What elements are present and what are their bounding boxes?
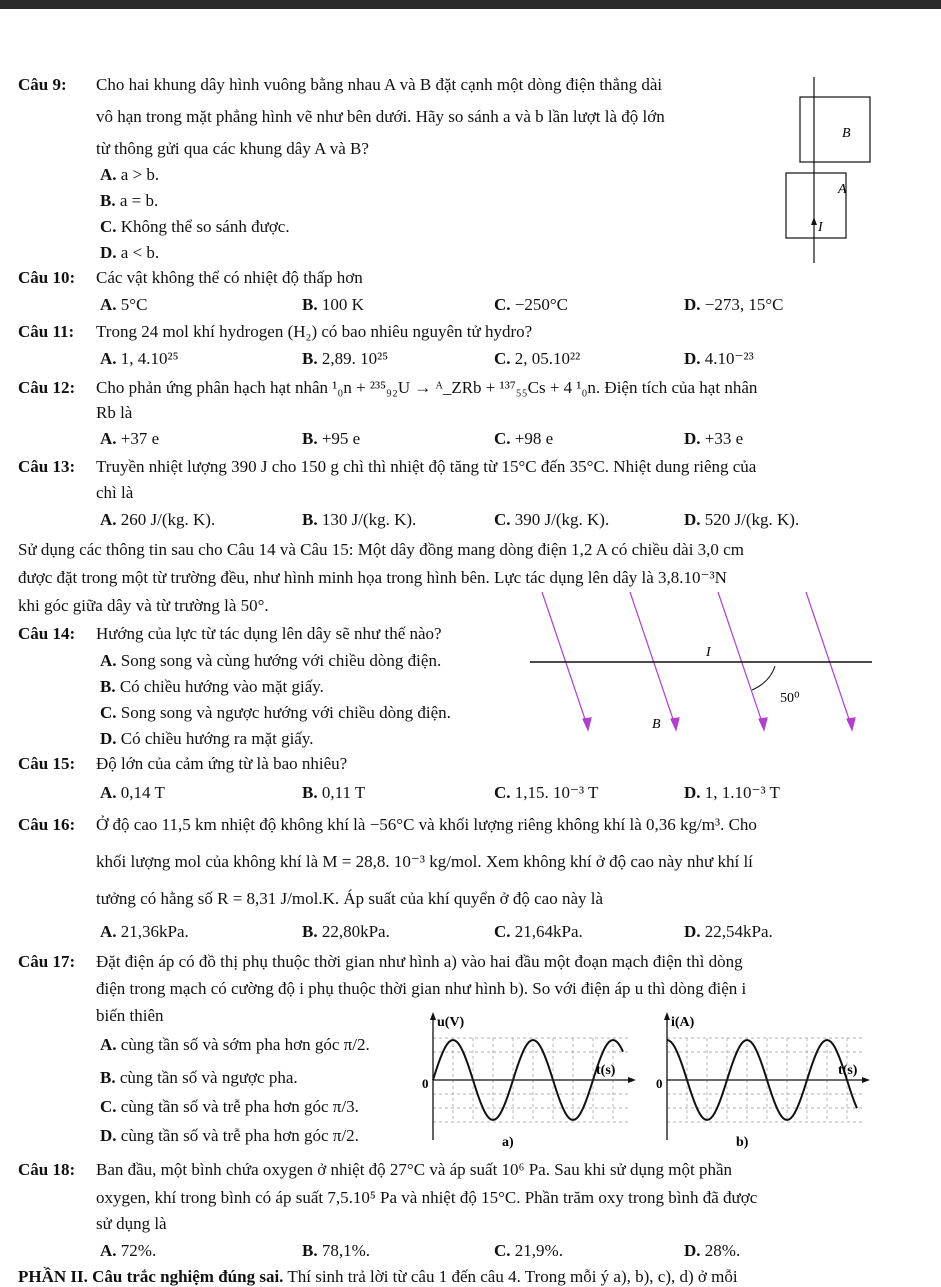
graph-b-caption: b) (736, 1135, 749, 1150)
q9-option-b[interactable]: B. a = b. (100, 191, 159, 210)
current-label: I (818, 220, 823, 235)
q15-text: Độ lớn của cảm ứng từ là bao nhiêu? (96, 754, 348, 773)
q12-option-b[interactable]: B. +95 e (302, 429, 361, 448)
field-line-2 (630, 592, 676, 728)
q15-option-d[interactable]: D. 1, 1.10⁻³ T (684, 783, 780, 802)
q14-option-d[interactable]: D. Có chiều hướng ra mặt giấy. (100, 729, 314, 748)
q16-text3: tưởng có hằng số R = 8,31 J/mol.K. Áp suất của khí quyển ở độ cao này là (96, 889, 604, 908)
graph-b-origin: 0 (656, 1076, 663, 1091)
q10-option-a[interactable]: A. 5°C (100, 295, 148, 314)
q18-line1 (18, 1160, 733, 1180)
field-line-1 (542, 592, 588, 728)
q10-option-b[interactable]: B. 100 K (302, 295, 364, 314)
q9-option-a[interactable]: A. a > b. (100, 165, 160, 184)
field-arrow-icon (583, 718, 591, 730)
shared-text3: khi góc giữa dây và từ trường là 50°. (18, 596, 269, 615)
q11-option-d[interactable]: D. 4.10⁻²³ (684, 349, 754, 368)
graph-a-origin: 0 (422, 1076, 429, 1091)
q14-option-a[interactable]: A. Song song và cùng hướng với chiều dòng điện. (100, 651, 442, 670)
y-axis-arrow-icon (430, 1012, 436, 1020)
q9-text3: từ thông gửi qua các khung dây A và B? (96, 139, 369, 158)
q18-option-c[interactable]: C. 21,9%. (494, 1241, 563, 1260)
field-label: B⃗ (652, 717, 672, 732)
q10-line (18, 268, 363, 288)
q9-label: Câu 9: (18, 75, 67, 94)
field-arrow-icon (759, 718, 767, 730)
x-axis-arrow-icon (862, 1077, 870, 1083)
q14-option-b[interactable]: B. Có chiều hướng vào mặt giấy. (100, 677, 324, 696)
graph-b-xlabel: t(s) (838, 1063, 858, 1078)
x-axis-arrow-icon (628, 1077, 636, 1083)
graph-b-ylabel: i(A) (671, 1015, 695, 1030)
q10-option-d[interactable]: D. −273, 15°C (684, 295, 784, 314)
q13-text2: chì là (96, 483, 134, 502)
q17-graph-b (652, 1010, 877, 1150)
q14-line (18, 624, 442, 644)
q16-option-c[interactable]: C. 21,64kPa. (494, 922, 583, 941)
q12-label: Câu 12: (18, 378, 76, 397)
q9-option-d[interactable]: D. a < b. (100, 243, 160, 262)
frame-b-label: B (842, 126, 851, 141)
q17-option-b[interactable]: B. cùng tần số và ngược pha. (100, 1068, 298, 1087)
field-arrow-icon (671, 718, 679, 730)
q14-text: Hướng của lực từ tác dụng lên dây sẽ như thế nào? (96, 624, 442, 643)
footer-text: Thí sinh trả lời từ câu 1 đến câu 4. Trong mỗi ý a), b), c), d) ở mỗi (283, 1267, 738, 1286)
field-line-4 (806, 592, 852, 728)
q11-option-c[interactable]: C. 2, 05.10²² (494, 349, 581, 368)
q12-line1 (18, 378, 758, 398)
q17-option-c[interactable]: C. cùng tần số và trễ pha hơn góc π/3. (100, 1097, 359, 1116)
q9-figure (780, 75, 880, 265)
q17-option-d[interactable]: D. cùng tần số và trễ pha hơn góc π/2. (100, 1126, 359, 1145)
q12-option-d[interactable]: D. +33 e (684, 429, 744, 448)
field-line-3 (718, 592, 764, 728)
q9-line1 (18, 75, 663, 95)
current-arrow-icon (811, 217, 817, 225)
wire-current-label: I (706, 645, 711, 660)
q17-label: Câu 17: (18, 952, 76, 971)
y-axis-arrow-icon (664, 1012, 670, 1020)
q9-text2: vô hạn trong mặt phẳng hình vẽ như bên dưới. Hãy so sánh a và b lần lượt là độ lớn (96, 107, 665, 126)
q13-text1: Truyền nhiệt lượng 390 J cho 150 g chì thì nhiệt độ tăng từ 15°C đến 35°C. Nhiệt dung riêng của (96, 457, 757, 476)
q12-text1: Cho phản ứng phân hạch hạt nhân ¹₀n + ²³⁵₉₂U → ᴬ_ZRb + ¹³⁷₅₅Cs + 4 ¹₀n. Điện tích của hạt nhân (96, 378, 758, 397)
q18-text2: oxygen, khí trong bình có áp suất 7,5.10⁵ Pa và nhiệt độ 15°C. Phần trăm oxy trong bình đã được (96, 1188, 758, 1207)
angle-label: 50⁰ (780, 691, 800, 706)
q16-option-a[interactable]: A. 21,36kPa. (100, 922, 189, 941)
q17-graph-a (418, 1010, 643, 1150)
angle-arc (752, 666, 775, 690)
shared-text1: Sử dụng các thông tin sau cho Câu 14 và Câu 15: Một dây đồng mang dòng điện 1,2 A có chiều dài 3,0 cm (18, 540, 744, 559)
frame-a (786, 173, 846, 238)
q16-text2: khối lượng mol của không khí là M = 28,8. 10⁻³ kg/mol. Xem không khí ở độ cao này như khí lí (96, 852, 753, 871)
graph-a-xlabel: t(s) (596, 1063, 616, 1078)
q16-option-d[interactable]: D. 22,54kPa. (684, 922, 773, 941)
field-arrow-icon (847, 718, 855, 730)
q18-option-b[interactable]: B. 78,1%. (302, 1241, 371, 1260)
q17-text1: Đặt điện áp có đồ thị phụ thuộc thời gian như hình a) vào hai đầu một đoạn mạch điện thì dòng (96, 952, 743, 971)
q15-line (18, 754, 348, 774)
frame-b (800, 97, 870, 162)
q18-option-a[interactable]: A. 72%. (100, 1241, 157, 1260)
q14-label: Câu 14: (18, 624, 76, 643)
q9-option-c[interactable]: C. Không thể so sánh được. (100, 217, 290, 236)
q12-option-c[interactable]: C. +98 e (494, 429, 554, 448)
q11-option-a[interactable]: A. 1, 4.10²⁵ (100, 349, 179, 368)
q16-line1 (18, 815, 757, 835)
q17-text2: điện trong mạch có cường độ i phụ thuộc thời gian như hình b). So với điện áp u thì dòng điện i (96, 979, 747, 998)
q12-text2: Rb là (96, 403, 133, 422)
q14-option-c[interactable]: C. Song song và ngược hướng với chiều dòng điện. (100, 703, 451, 722)
graph-a-ylabel: u(V) (437, 1015, 465, 1030)
q12-option-a[interactable]: A. +37 e (100, 429, 160, 448)
q10-text: Các vật không thể có nhiệt độ thấp hơn (96, 268, 363, 287)
q13-option-c[interactable]: C. 390 J/(kg. K). (494, 510, 610, 529)
q15-option-b[interactable]: B. 0,11 T (302, 783, 366, 802)
q13-option-a[interactable]: A. 260 J/(kg. K). (100, 510, 216, 529)
q18-option-d[interactable]: D. 28%. (684, 1241, 741, 1260)
q9-text1: Cho hai khung dây hình vuông bằng nhau A và B đặt cạnh một dòng điện thẳng dài (96, 75, 663, 94)
q17-line1 (18, 952, 743, 972)
q18-text1: Ban đầu, một bình chứa oxygen ở nhiệt độ 27°C và áp suất 10⁶ Pa. Sau khi sử dụng một phần (96, 1160, 733, 1179)
q13-line1 (18, 457, 757, 477)
q13-label: Câu 13: (18, 457, 76, 476)
q14-figure (530, 590, 880, 735)
q11-label: Câu 11: (18, 322, 75, 341)
q10-option-c[interactable]: C. −250°C (494, 295, 569, 314)
q17-text3: biến thiên (96, 1006, 164, 1025)
top-bar (0, 0, 941, 9)
q15-option-c[interactable]: C. 1,15. 10⁻³ T (494, 783, 599, 802)
q16-label: Câu 16: (18, 815, 76, 834)
graph-a-caption: a) (502, 1135, 514, 1150)
q11-text: Trong 24 mol khí hydrogen (H₂) có bao nhiêu nguyên tử hydro? (96, 322, 533, 341)
q16-option-b[interactable]: B. 22,80kPa. (302, 922, 390, 941)
shared-text2: được đặt trong một từ trường đều, như hình minh họa trong hình bên. Lực tác dụng lên dây là 3,8.10⁻³N (18, 568, 727, 587)
footer-bold: PHẦN II. Câu trắc nghiệm đúng sai. (18, 1267, 284, 1286)
q13-option-d[interactable]: D. 520 J/(kg. K). (684, 510, 800, 529)
q11-line (18, 322, 533, 342)
q16-text1: Ở độ cao 11,5 km nhiệt độ không khí là −56°C và khối lượng riêng không khí là 0,36 kg/m³. Cho (96, 815, 757, 834)
q11-option-b[interactable]: B. 2,89. 10²⁵ (302, 349, 389, 368)
frame-a-label: A (838, 182, 847, 197)
q17-option-a[interactable]: A. cùng tần số và sớm pha hơn góc π/2. (100, 1035, 370, 1054)
q18-text3: sử dụng là (96, 1214, 167, 1233)
q18-label: Câu 18: (18, 1160, 76, 1179)
q10-label: Câu 10: (18, 268, 76, 287)
q13-option-b[interactable]: B. 130 J/(kg. K). (302, 510, 417, 529)
section-footer (18, 1267, 738, 1287)
q15-label: Câu 15: (18, 754, 76, 773)
q15-option-a[interactable]: A. 0,14 T (100, 783, 165, 802)
